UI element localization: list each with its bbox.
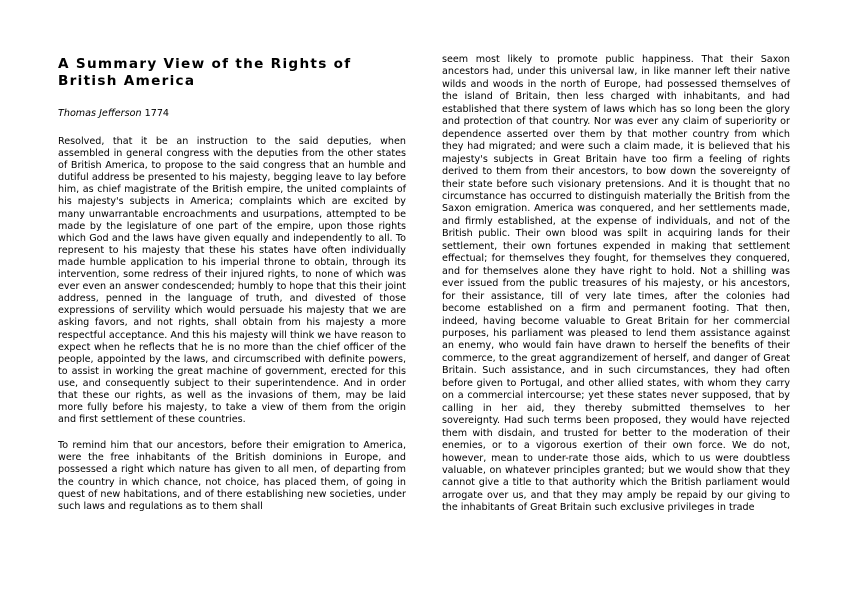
- right-column: [442, 54, 790, 515]
- document-title: A Summary View of the Rights of British America: [58, 56, 352, 89]
- paragraph-resolution: Resolved, that it be an instruction to the said deputies, when assembled in general congress with the deputies from the other states of British America, to propose to the said congress that an humble and dutiful address be presented to his majesty, begging leave to lay before him, as chief magistrate of the British empire, the united complaints of his majesty's subjects in America; complaints which are excited by many unwarrantable encroachments and usurpations, attempted to be made by the legislature of one part of the empire, upon those rights which God and the laws have given equally and independently to all. To represent to his majesty that these his states have often individually made humble application to his imperial throne to obtain, through its intervention, some redress of their injured rights, to none of which was ever even an answer condescended; humbly to hope that this their joint address, penned in the language of truth, and divested of those expressions of servility which would persuade his majesty that we are asking favors, and not rights, shall obtain from his majesty a more respectful acceptance. And this his majesty will think we have reason to expect when he reflects that he is no more than the chief officer of the people, appointed by the laws, and circumscribed with definite powers, to assist in working the great machine of government, erected for this use, and consequently subject to their superintendence. And in order that these our rights, as well as the invasions of them, may be laid more fully before his majesty, to take a view of them from the origin and first settlement of these countries.: [58, 136, 406, 426]
- left-column: [58, 56, 406, 513]
- publication-year: 1774: [144, 108, 170, 119]
- paragraph-continuation: seem most likely to promote public happiness. That their Saxon ancestors had, under this universal law, in like manner left their native wilds and woods in the north of Europe, had possessed themselves of the island of Britain, then less charged with inhabitants, and had established that there system of laws which has so long been the glory and protection of that country. Nor was ever any claim of superiority or dependence asserted over them by that mother country from which they had migrated; and were such a claim made, it is believed that his majesty's subjects in Great Britain have too firm a feeling of rights derived to them from their ancestors, to bow down the sovereignty of their state before such visionary pretensions. And it is thought that no circumstance has occurred to distinguish materially the British from the Saxon emigration. America was conquered, and her settlements made, and firmly established, at the expense of individuals, and not of the British public. Their own blood was spilt in acquiring lands for their settlement, their own fortunes expended in making that settlement effectual; for themselves they fought, for themselves they conquered, and for themselves alone they have right to hold. Not a shilling was ever issued from the public treasures of his majesty, or his ancestors, for their assistance, till of very late times, after the colonies had become established on a firm and permanent footing. That then, indeed, having become valuable to Great Britain for her commercial purposes, his parliament was pleased to lend them assistance against an enemy, who would fain have drawn to herself the benefits of their commerce, to the great aggrandizement of herself, and danger of Great Britain. Such assistance, and in such circumstances, they had often before given to Portugal, and other allied states, with whom they carry on a commercial intercourse; yet these states never supposed, that by calling in her aid, they thereby submitted themselves to her sovereignty. Had such terms been proposed, they would have rejected them with disdain, and trusted for better to the moderation of their enemies, or to a vigorous exertion of their own force. We do not, however, mean to under-rate those aids, which to us were doubtless valuable, on whatever principles granted; but we would show that they cannot give a title to that authority which the British parliament would arrogate over us, and that they may amply be repaid by our giving to the inhabitants of Great Britain such exclusive privileges in trade: [442, 54, 790, 514]
- author-line: [58, 108, 406, 120]
- paragraph-ancestors: To remind him that our ancestors, before their emigration to America, were the free inhabitants of the British dominions in Europe, and possessed a right which nature has given to all men, of departing from the country in which chance, not choice, has placed them, of going in quest of new habitations, and of there establishing new societies, under such laws and regulations as to them shall: [58, 440, 406, 512]
- author-name: Thomas Jefferson: [58, 108, 142, 119]
